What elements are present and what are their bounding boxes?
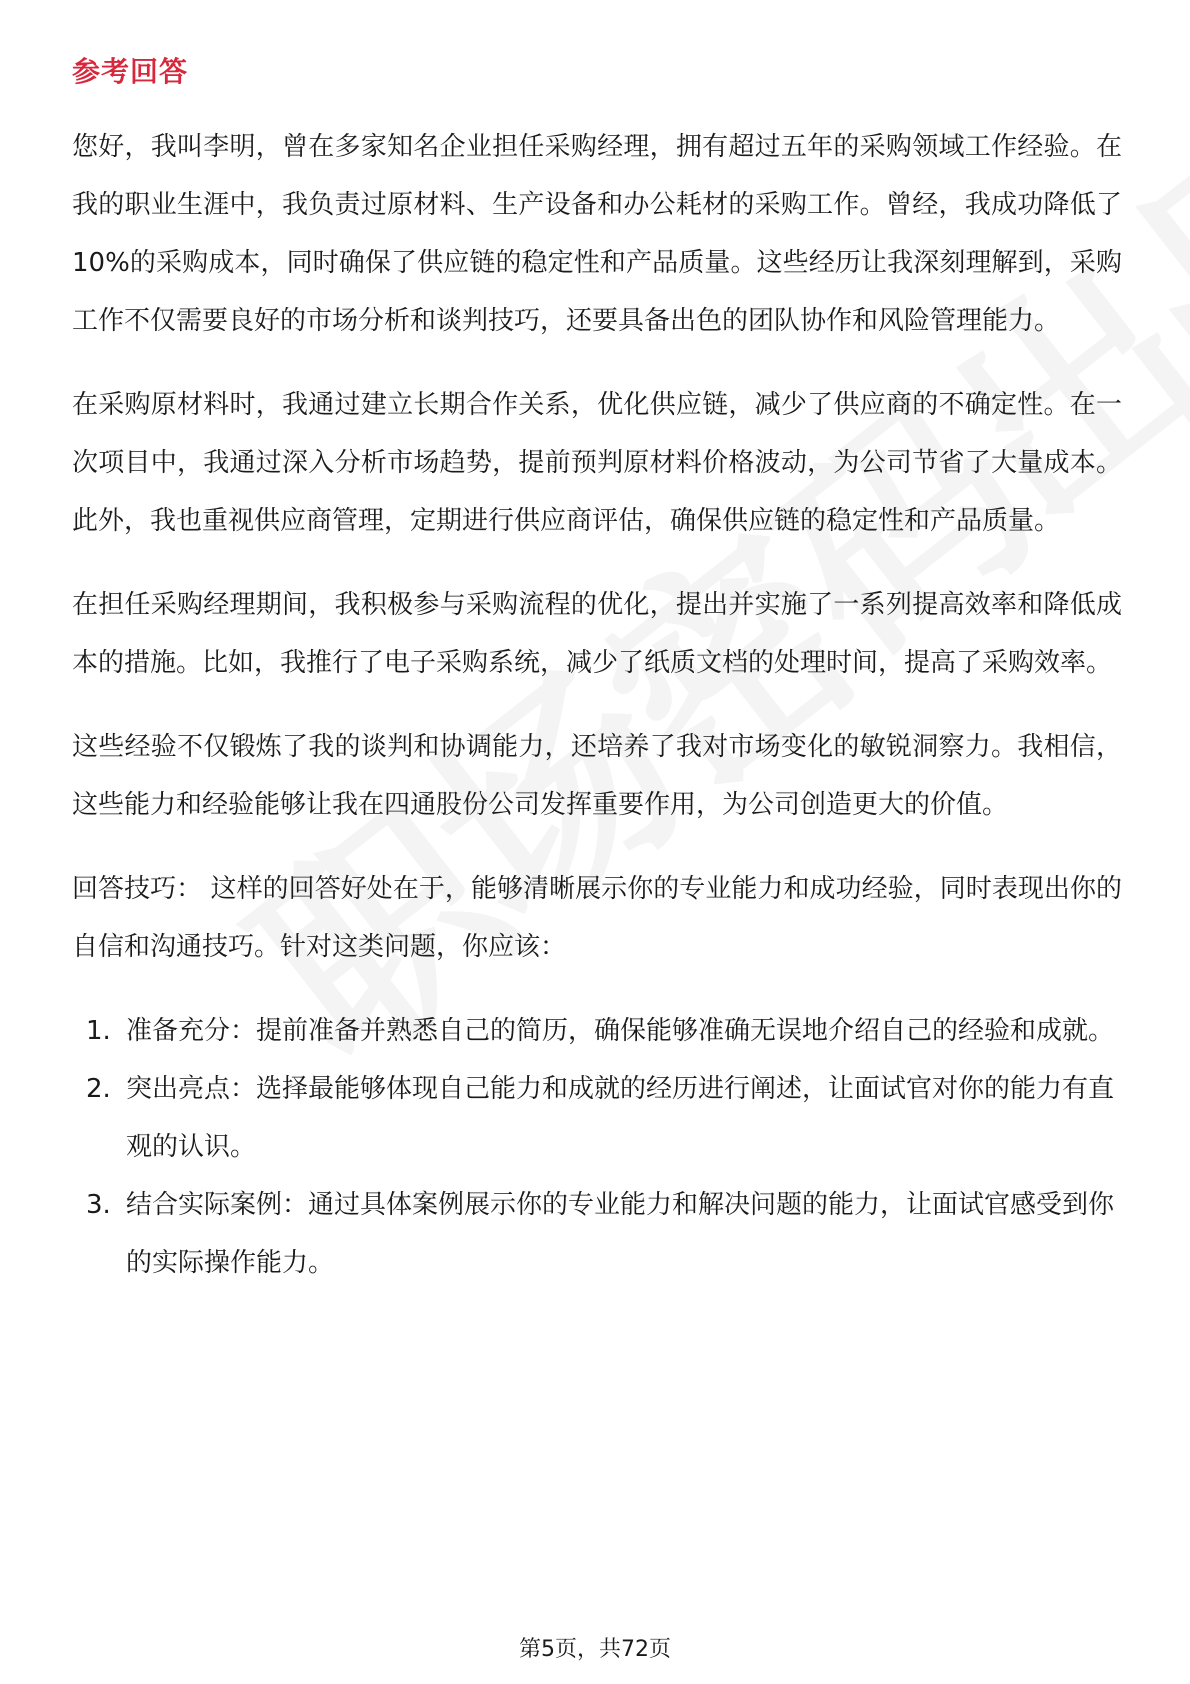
paragraph-raw-materials: 在采购原材料时，我通过建立长期合作关系，优化供应链，减少了供应商的不确定性。在一次项目中，我通过深入分析市场趋势，提前预判原材料价格波动，为公司节省了大量成本。此外，我也重视供应商管理，定期进行供应商评估，确保供应链的稳定性和产品质量。 bbox=[72, 390, 1122, 536]
list-item bbox=[72, 1060, 1122, 1176]
list-item-number: 2. bbox=[86, 1074, 111, 1104]
paragraph-process-optimization: 在担任采购经理期间，我积极参与采购流程的优化，提出并实施了一系列提高效率和降低成本的措施。比如，我推行了电子采购系统，减少了纸质文档的处理时间，提高了采购效率。 bbox=[72, 590, 1122, 678]
paragraph-summary: 这些经验不仅锻炼了我的谈判和协调能力，还培养了我对市场变化的敏锐洞察力。我相信，这些能力和经验能够让我在四通股份公司发挥重要作用，为公司创造更大的价值。 bbox=[72, 732, 1122, 820]
list-item-text: 突出亮点：选择最能够体现自己能力和成就的经历进行阐述，让面试官对你的能力有直观的认识。 bbox=[126, 1074, 1115, 1162]
page-number: 第5页，共72页 bbox=[519, 1637, 671, 1662]
paragraph-intro: 您好，我叫李明，曾在多家知名企业担任采购经理，拥有超过五年的采购领域工作经验。在我的职业生涯中，我负责过原材料、生产设备和办公耗材的采购工作。曾经，我成功降低了10%的采购成本，同时确保了供应链的稳定性和产品质量。这些经历让我深刻理解到，采购工作不仅需要良好的市场分析和谈判技巧，还要具备出色的团队协作和风险管理能力。 bbox=[72, 132, 1122, 336]
list-item-text: 结合实际案例：通过具体案例展示你的专业能力和解决问题的能力，让面试官感受到你的实际操作能力。 bbox=[126, 1190, 1115, 1278]
section-title: 参考回答 bbox=[72, 55, 189, 88]
answer-content bbox=[72, 118, 1122, 1292]
tips-list bbox=[72, 1002, 1122, 1292]
list-item-number: 1. bbox=[86, 1016, 111, 1046]
paragraph-answer-tips: 回答技巧： 这样的回答好处在于，能够清晰展示你的专业能力和成功经验，同时表现出你的自信和沟通技巧。针对这类问题，你应该： bbox=[72, 874, 1122, 962]
list-item bbox=[72, 1002, 1122, 1060]
list-item-number: 3. bbox=[86, 1190, 111, 1220]
list-item bbox=[72, 1176, 1122, 1292]
list-item-text: 准备充分：提前准备并熟悉自己的简历，确保能够准确无误地介绍自己的经验和成就。 bbox=[126, 1016, 1115, 1046]
